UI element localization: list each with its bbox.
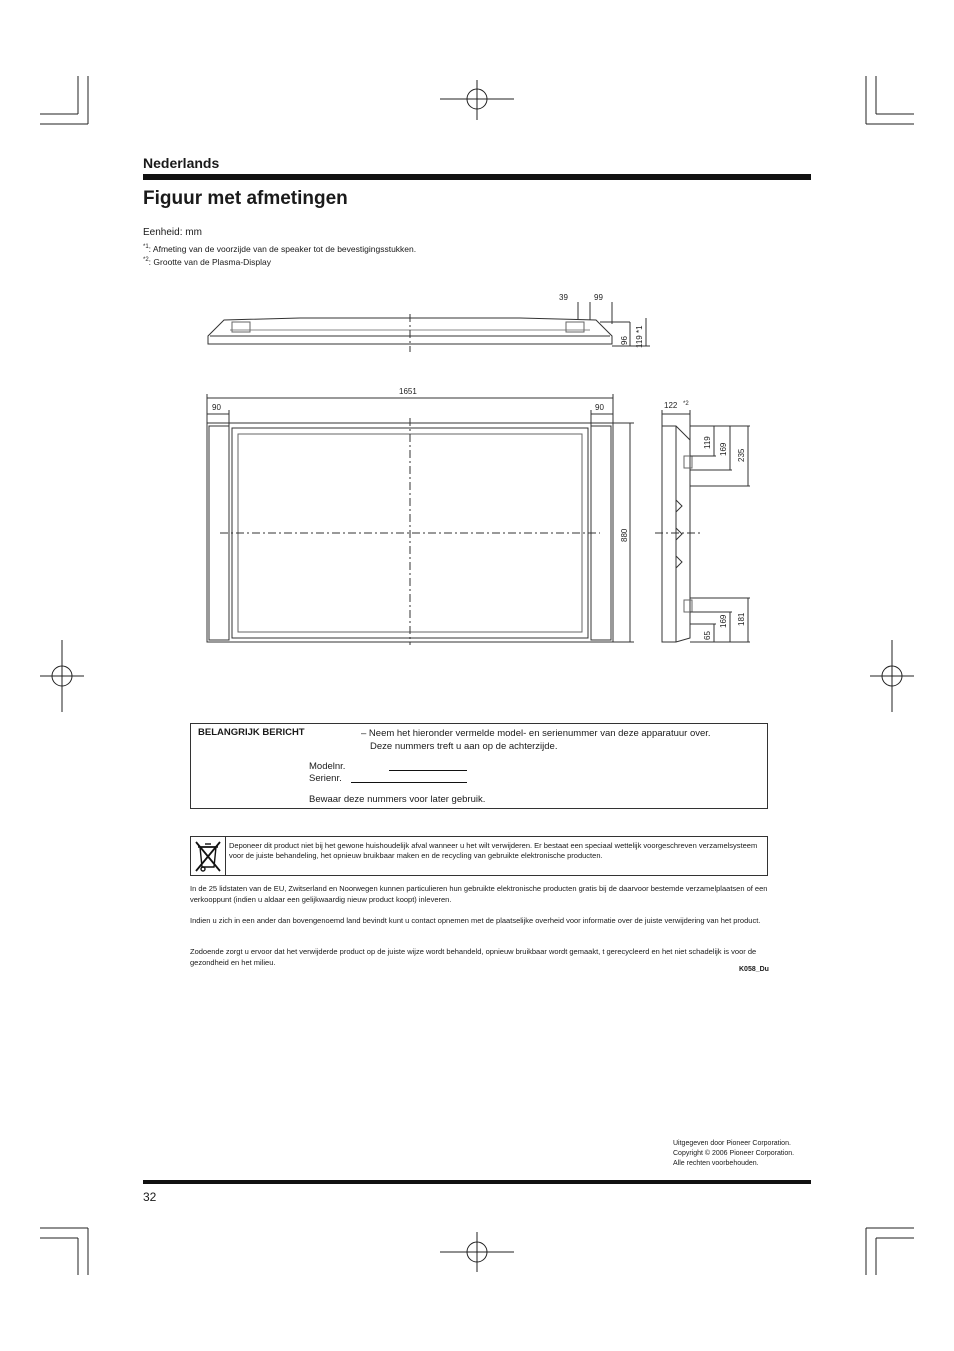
dim-side-169b: 169	[719, 614, 728, 628]
important-notice-box	[190, 723, 768, 809]
disposal-paragraph-2: Indien u zich in een ander dan bovengenoemd land bevindt kunt u contact opnemen met de plaatselijke overheid voor informatie over de juiste verwijdering van het product.	[190, 916, 761, 925]
publisher-line-2: Copyright © 2006 Pioneer Corporation.	[673, 1150, 795, 1157]
serial-number-label: Serienr.	[309, 773, 342, 784]
top-view-drawing	[208, 302, 650, 352]
footnote-2: $^{*2}$: Grootte van de Plasma-Display	[143, 257, 272, 267]
footnote-1: $^{*1}$: Afmeting van de voorzijde van de speaker tot de bevestigingsstukken.	[143, 244, 417, 254]
disposal-box-text: Deponeer dit product niet bij het gewone huishoudelijk afval wanneer u het wilt verwijderen. Er bestaat een speciaal wettelijk voorgeschreven verzamelsysteem voor de juiste behandeling, het opnieuw bruikbaar maken en de recycling van gebruikte elektronische producten.	[229, 841, 758, 860]
notice-label: BELANGRIJK BERICHT	[198, 727, 305, 738]
notice-line-1: – Neem het hieronder vermelde model- en serienummer van deze apparatuur over.	[361, 728, 711, 739]
publisher-line-3: Alle rechten voorbehouden.	[673, 1160, 759, 1167]
notice-line-2: Deze nummers treft u aan op de achterzijde.	[370, 741, 558, 752]
publisher-info	[673, 1139, 794, 1169]
document-code: K058_Du	[739, 966, 769, 973]
dim-side-65: 65	[703, 631, 712, 640]
notice-keep-text: Bewaar deze nummers voor later gebruik.	[309, 794, 486, 805]
page-number: 32	[143, 1190, 157, 1204]
dim-side-169a: 169	[719, 442, 728, 456]
unit-label: Eenheid: mm	[143, 227, 202, 238]
dim-122: 122	[664, 401, 678, 410]
page-title: Figuur met afmetingen	[143, 188, 348, 209]
section-language: Nederlands	[143, 155, 220, 171]
dim-side-181: 181	[737, 612, 746, 626]
dim-39: 39	[559, 293, 568, 302]
dim-right-90: 90	[595, 403, 604, 412]
notice-text	[361, 727, 761, 753]
dim-96: 96	[620, 336, 629, 345]
dim-side-235: 235	[737, 448, 746, 462]
dim-99: 99	[594, 293, 603, 302]
dim-left-90: 90	[212, 403, 221, 412]
dim-1651: 1651	[399, 387, 417, 396]
disposal-paragraph-1: In de 25 lidstaten van de EU, Zwitserland en Noorwegen kunnen particulieren hun gebruikte elektronische producten gratis bij de daarvoor bestemde verzamelplaatsen of een verkooppunt (indien u aldaar een gelijkwaardig nieuw product koopt) inleveren.	[190, 884, 768, 904]
disposal-paragraph-3: Zodoende zorgt u ervoor dat het verwijderde product op de juiste wijze wordt behandeld, opnieuw bruikbaar wordt gemaakt, t gerecycleerd en het niet schadelijk is voor de gezondheid en het milieu.	[190, 947, 757, 967]
model-number-label: Modelnr.	[309, 761, 346, 772]
bottom-rule	[143, 1180, 811, 1184]
dim-880: 880	[620, 528, 629, 542]
dim-side-119: 119	[703, 436, 712, 449]
publisher-line-1: Uitgegeven door Pioneer Corporation.	[673, 1140, 791, 1147]
model-number-line	[389, 770, 467, 771]
crossed-out-wheelie-bin-icon	[191, 837, 226, 875]
disposal-box	[190, 836, 768, 876]
front-view-drawing	[207, 394, 634, 645]
serial-number-line	[351, 782, 467, 783]
dim-119: 119 *1	[635, 325, 644, 348]
dim-122-mark: *2	[683, 401, 689, 407]
